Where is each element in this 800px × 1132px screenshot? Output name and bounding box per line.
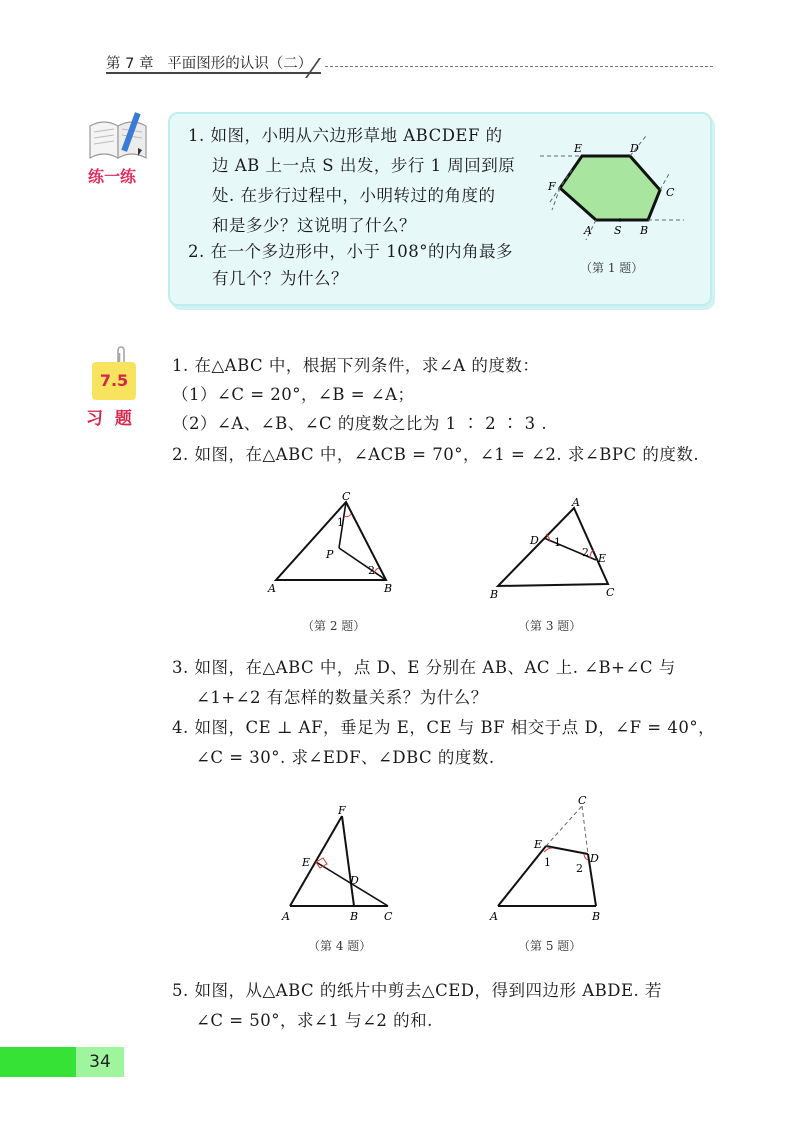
practice-q2-line2: 有几个？为什么？: [212, 269, 348, 288]
fig1-label-D: D: [630, 142, 639, 155]
fig1-label-S: S: [614, 224, 622, 237]
exercise-label: 习 题: [86, 409, 135, 429]
fig3-label-D: D: [530, 534, 539, 547]
fig2-label-P: P: [326, 548, 334, 561]
practice-label: 练一练: [88, 167, 137, 186]
practice-q1-line3: 处. 在步行过程中，小明转过的角度的: [212, 186, 496, 205]
chapter-header: [106, 52, 312, 73]
book-pen-icon: [84, 112, 154, 168]
practice-q1-line4: 和是多少？这说明了什么？: [212, 216, 416, 235]
chapter-title: 平面图形的认识（二）: [167, 56, 313, 72]
fig5-label-A: A: [490, 910, 498, 923]
fig4-label-B: B: [350, 910, 359, 923]
exercise-5-line2: ∠C = 50°，求∠1 与∠2 的和.: [196, 1011, 433, 1030]
fig5-label-D: D: [590, 852, 599, 865]
chapter-number: 第 7 章: [106, 56, 154, 72]
exercise-4-line2: ∠C = 30°. 求∠EDF、∠DBC 的度数.: [196, 748, 495, 767]
figure-2-caption: （第 2 题）: [302, 619, 366, 633]
fig2-label-B: B: [384, 582, 393, 595]
figure-4-triangle: [276, 800, 406, 926]
figure-1-caption: （第 1 题）: [580, 261, 644, 275]
hexagon: [560, 156, 660, 220]
exercise-badge: 7.5: [92, 362, 136, 400]
fig3-label-A: A: [572, 496, 580, 509]
figure-5-quadrilateral: [484, 792, 614, 926]
exercise-3-line2: ∠1+∠2 有怎样的数量关系？为什么？: [196, 688, 488, 707]
fig3-label-C: C: [606, 586, 615, 599]
figure-3-triangle: [486, 494, 626, 600]
header-dashed-rule: [325, 66, 713, 67]
header-rule: [106, 72, 321, 74]
exercise-1-sub2: （2）∠A、∠B、∠C 的度数之比为 1 ∶ 2 ∶ 3 .: [172, 414, 548, 433]
figure-2-triangle: [264, 488, 404, 600]
fig2-label-C: C: [342, 490, 351, 503]
exercise-1-stem: 1. 在△ABC 中，根据下列条件，求∠A 的度数：: [172, 356, 540, 375]
fig4-label-D: D: [350, 874, 359, 887]
fig4-label-F: F: [338, 804, 346, 817]
exercise-2-stem: 2. 如图，在△ABC 中，∠ACB = 70°，∠1 = ∠2. 求∠BPC 的度数.: [172, 445, 700, 464]
fig5-label-C: C: [578, 794, 587, 807]
fig5-label-2: 2: [576, 862, 583, 875]
fig1-label-E: E: [574, 142, 583, 155]
fig2-label-2: 2: [368, 564, 375, 577]
fig3-label-2: 2: [582, 546, 589, 559]
figure-3-caption: （第 3 题）: [518, 619, 582, 633]
fig3-label-1: 1: [554, 536, 561, 549]
exercise-4-line1: 4. 如图，CE ⊥ AF，垂足为 E，CE 与 BF 相交于点 D，∠F = 40°，: [172, 718, 716, 737]
fig3-label-B: B: [490, 588, 499, 600]
fig1-label-B: B: [640, 224, 649, 237]
fig2-label-1: 1: [337, 516, 344, 529]
fig1-label-F: F: [548, 180, 556, 193]
fig4-label-C: C: [384, 910, 393, 923]
practice-q1-line2: 边 AB 上一点 S 出发，步行 1 周回到原: [212, 156, 516, 175]
figure-5-caption: （第 5 题）: [518, 939, 582, 953]
fig5-label-1: 1: [544, 856, 551, 869]
exercise-3-line1: 3. 如图，在△ABC 中，点 D、E 分别在 AB、AC 上. ∠B+∠C 与: [172, 658, 676, 677]
fig5-label-E: E: [534, 838, 543, 851]
fig2-label-A: A: [268, 582, 276, 595]
practice-q2-line1: 2. 在一个多边形中，小于 108°的内角最多: [188, 242, 513, 261]
exercise-5-line1: 5. 如图，从△ABC 的纸片中剪去△CED，得到四边形 ABDE. 若: [172, 981, 663, 1000]
fig3-label-E: E: [598, 552, 607, 565]
fig4-label-A: A: [282, 910, 290, 923]
exercise-1-sub1: （1）∠C = 20°，∠B = ∠A；: [172, 385, 415, 404]
fig5-label-B: B: [592, 910, 601, 923]
page-number: 34: [76, 1047, 124, 1077]
fig4-label-E: E: [302, 856, 311, 869]
fig1-label-C: C: [666, 186, 675, 199]
practice-q1-line1: 1. 如图，小明从六边形草地 ABCDEF 的: [188, 126, 503, 145]
figure-1-hexagon: [538, 132, 688, 244]
fig1-label-A: A: [584, 224, 592, 237]
figure-4-caption: （第 4 题）: [308, 939, 372, 953]
